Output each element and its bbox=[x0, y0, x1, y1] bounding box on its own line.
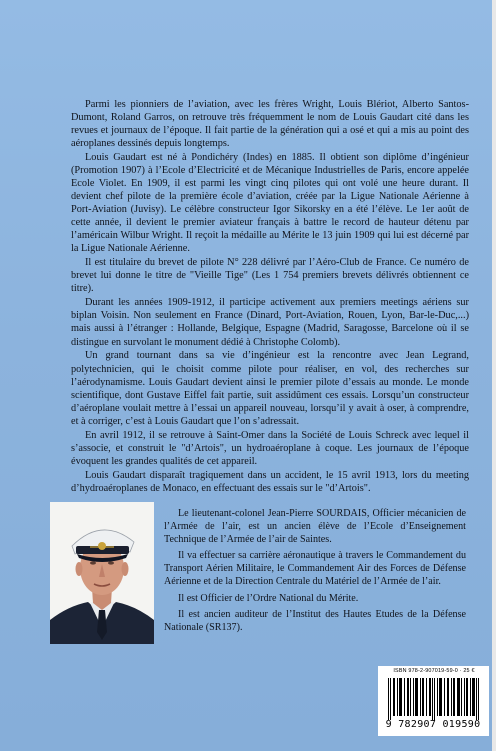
bio-paragraph: Parmi les pionniers de l’aviation, avec les frères Wright, Louis Blériot, Alberto Santos-Dumont, Roland Garros, on retrouve très fréquemment le nom de Louis Gaudart cité dans les revues et journaux de l’époque. Il fait partie de la génération qui a osé et qui a mis au point des aéroplanes dessinés depuis longtemps. bbox=[71, 99, 469, 150]
barcode-bars bbox=[386, 678, 482, 720]
bio-paragraph: En avril 1912, il se retrouve à Saint-Omer dans la Société de Louis Schreck avec lequel il s’associe, et construit le "d’Artois", un hydroaéroplane à coque. Les journaux de l’époque évoquent les grandes qualités de cet appareil. bbox=[71, 429, 469, 467]
bio-paragraph: Durant les années 1909-1912, il participe activement aux premiers meetings aériens sur biplan Voisin. Non seulement en France (Dinard, Port-Aviation, Rouen, Lyon, Bar-le-Duc,...) mais aussi à l’étranger : Hollande, Belgique, Espagne (Madrid, Saragosse, Barcelone où il se distingue en survolant le monument dédié à Christophe Colomb). bbox=[71, 297, 469, 348]
author-portrait bbox=[50, 502, 154, 644]
isbn-text: ISBN 978-2-907019-59-0 · 25 € bbox=[393, 668, 475, 674]
author-paragraph: Il est ancien auditeur de l’Institut des Hautes Etudes de la Défense Nationale (SR137). bbox=[164, 608, 466, 633]
author-photo-illustration bbox=[50, 502, 154, 644]
author-paragraph: Il va effectuer sa carrière aéronautique à travers le Commandement du Transport Aérien Militaire, le Commandement Air des Forces de Défense Aérienne et de la Direction Centrale du Matériel de l’Armée de l’air. bbox=[164, 550, 466, 588]
author-biography bbox=[164, 507, 466, 637]
author-paragraph: Le lieutenant-colonel Jean-Pierre SOURDAIS, Officier mécanicien de l’Armée de l’air, est un ancien élève de l’Ecole d’Enseignement Technique de l’Armée de l’air de Saintes. bbox=[164, 508, 466, 546]
ean-number: 9 782907 019590 bbox=[385, 719, 481, 730]
barcode-label bbox=[378, 666, 489, 736]
author-paragraph: Il est Officier de l’Ordre National du Mérite. bbox=[178, 592, 359, 604]
bio-paragraph: Louis Gaudart disparaît tragiquement dans un accident, le 15 avril 1913, lors du meeting d’hydroaéroplanes de Monaco, en effectuant des essais sur le "d’Artois". bbox=[71, 469, 469, 494]
page-edge bbox=[492, 0, 496, 751]
bio-paragraph: Un grand tournant dans sa vie d’ingénieur est la rencontre avec Jean Legrand, polytechnicien, qui le choisit comme pilote pour réaliser, en vol, des recherches sur l’aérodynamisme. Louis Gaudart devient ainsi le premier pilote d’essais au monde. Le monde scientifique, dont Gustave Eiffel fait partie, suit assidûment ces essais. Lorsqu’un constructeur d’aéroplane voulait mettre à l’essai un appareil nouveau, lorsqu’il y avait à oser, à comprendre, et à corriger, c’est à Louis Gaudart que l’on s’adressait. bbox=[71, 350, 469, 427]
biography-text bbox=[71, 98, 469, 496]
bio-paragraph: Louis Gaudart est né à Pondichéry (Indes) en 1885. Il obtient son diplôme d’ingénieur (Promotion 1907) à l’Ecole d’Electricité et de Mécanique Industrielles de Paris, encore appelée Ecole Violet. En 1909, il est parmi les vingt cinq pilotes qui ont volé une heure durant. Il devient chef pilote de la première école d’aviation, créée par la Ligue Nationale Aérienne à Port-Aviation (Juvisy). Le célèbre constructeur Igor Sikorsky en a été l’élève. Le 1er août de cette année, il devient le premier aviateur français à battre le record de hauteur détenu par l’américain Wilbur Wright. Il reçoit la médaille au Mérite le 13 juin 1909 qui lui est décerné par la Ligue Nationale Aérienne. bbox=[71, 152, 469, 255]
bio-paragraph: Il est titulaire du brevet de pilote N° 228 délivré par l’Aéro-Club de France. Ce numéro de brevet lui donne le titre de "Vieille Tige" (Les 1 754 premiers brevets délivrés obtiennent ce titre). bbox=[71, 257, 469, 295]
